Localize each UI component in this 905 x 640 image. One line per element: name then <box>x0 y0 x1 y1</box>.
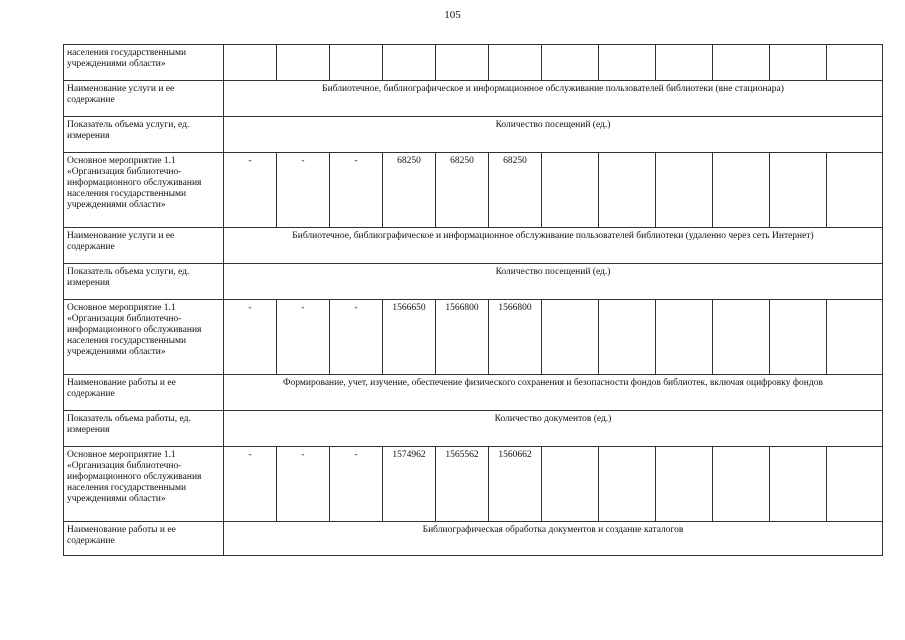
value-cell: - <box>277 447 330 522</box>
value-cell <box>827 45 883 81</box>
row-label: Основное мероприятие 1.1 «Организация библиотечно-информационного обслуживания населения государственными учреждениями области» <box>64 153 224 228</box>
value-cell <box>656 447 713 522</box>
value-cell <box>713 447 770 522</box>
value-cell <box>224 45 277 81</box>
value-cell <box>489 45 542 81</box>
value-cell: 68250 <box>436 153 489 228</box>
value-cell: - <box>330 447 383 522</box>
table-row <box>64 264 883 300</box>
value-cell: 1566800 <box>436 300 489 375</box>
span-cell: Библиографическая обработка документов и создание каталогов <box>224 522 883 556</box>
value-cell: 1566650 <box>383 300 436 375</box>
value-cell <box>827 153 883 228</box>
row-label: Показатель объема услуги, ед. измерения <box>64 117 224 153</box>
table-row <box>64 45 883 81</box>
value-cell <box>542 153 599 228</box>
value-cell <box>713 300 770 375</box>
row-label: Наименование работы и ее содержание <box>64 375 224 411</box>
value-cell <box>827 300 883 375</box>
value-cell: 1560662 <box>489 447 542 522</box>
row-label: Наименование работы и ее содержание <box>64 522 224 556</box>
value-cell <box>542 45 599 81</box>
value-cell <box>656 45 713 81</box>
value-cell <box>770 300 827 375</box>
value-cell <box>599 300 656 375</box>
row-label: населения государственными учреждениями области» <box>64 45 224 81</box>
row-label: Основное мероприятие 1.1 «Организация библиотечно-информационного обслуживания населения государственными учреждениями области» <box>64 300 224 375</box>
span-cell: Библиотечное, библиографическое и информационное обслуживание пользователей библиотеки (удаленно через сеть Интернет) <box>224 228 883 264</box>
value-cell <box>770 45 827 81</box>
table-row <box>64 447 883 522</box>
table-row <box>64 411 883 447</box>
row-label: Наименование услуги и ее содержание <box>64 81 224 117</box>
table-row <box>64 117 883 153</box>
value-cell: - <box>224 447 277 522</box>
table-row <box>64 153 883 228</box>
row-label: Показатель объема услуги, ед. измерения <box>64 264 224 300</box>
value-cell <box>277 45 330 81</box>
span-cell: Библиотечное, библиографическое и информационное обслуживание пользователей библиотеки (вне стационара) <box>224 81 883 117</box>
value-cell: 68250 <box>489 153 542 228</box>
row-label: Наименование услуги и ее содержание <box>64 228 224 264</box>
value-cell <box>436 45 489 81</box>
value-cell <box>383 45 436 81</box>
value-cell <box>542 300 599 375</box>
value-cell: 1574962 <box>383 447 436 522</box>
value-cell: - <box>330 300 383 375</box>
value-cell: 1566800 <box>489 300 542 375</box>
value-cell <box>770 447 827 522</box>
value-cell: - <box>224 300 277 375</box>
value-cell <box>599 447 656 522</box>
row-label: Основное мероприятие 1.1 «Организация библиотечно-информационного обслуживания населения государственными учреждениями области» <box>64 447 224 522</box>
value-cell: - <box>277 300 330 375</box>
value-cell <box>599 45 656 81</box>
value-cell <box>770 153 827 228</box>
value-cell <box>330 45 383 81</box>
span-cell: Количество документов (ед.) <box>224 411 883 447</box>
span-cell: Количество посещений (ед.) <box>224 264 883 300</box>
row-label: Показатель объема работы, ед. измерения <box>64 411 224 447</box>
page-number: 105 <box>444 9 461 21</box>
table-row <box>64 228 883 264</box>
plan-table <box>63 44 883 556</box>
table-row <box>64 375 883 411</box>
span-cell: Количество посещений (ед.) <box>224 117 883 153</box>
value-cell <box>656 153 713 228</box>
value-cell <box>599 153 656 228</box>
value-cell <box>656 300 713 375</box>
value-cell <box>713 153 770 228</box>
value-cell <box>713 45 770 81</box>
table-row <box>64 81 883 117</box>
span-cell: Формирование, учет, изучение, обеспечение физического сохранения и безопасности фондов библиотек, включая оцифровку фондов <box>224 375 883 411</box>
value-cell <box>542 447 599 522</box>
value-cell: 1565562 <box>436 447 489 522</box>
value-cell <box>827 447 883 522</box>
table-body <box>64 45 883 556</box>
value-cell: - <box>330 153 383 228</box>
table-row <box>64 300 883 375</box>
value-cell: - <box>277 153 330 228</box>
table-row <box>64 522 883 556</box>
value-cell: 68250 <box>383 153 436 228</box>
value-cell: - <box>224 153 277 228</box>
